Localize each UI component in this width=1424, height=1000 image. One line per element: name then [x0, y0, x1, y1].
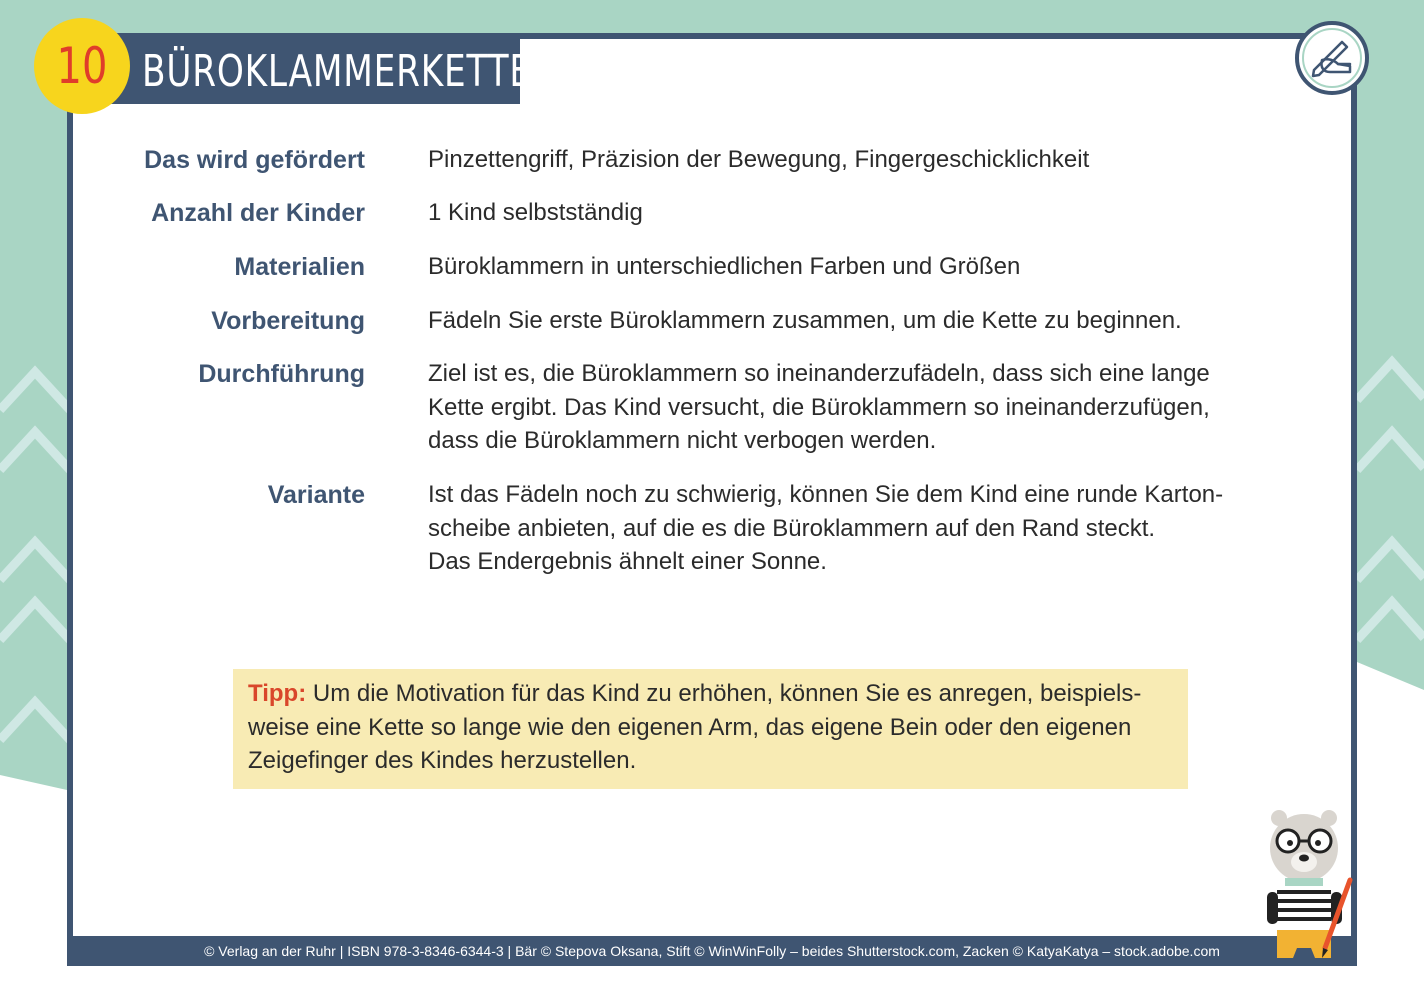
page-title: BÜROKLAMMERKETTE — [142, 46, 532, 97]
tip-label: Tipp: — [248, 680, 307, 707]
row-value: 1 Kind selbstständig — [428, 199, 643, 226]
pen-hand-icon — [1294, 20, 1370, 96]
bear-with-glasses-icon — [1255, 808, 1355, 968]
row-label: Das wird gefördert — [144, 146, 365, 174]
row-value: Büroklammern in unterschiedlichen Farben und Größen — [428, 253, 1021, 280]
row-label: Materialien — [234, 253, 365, 281]
tip-box — [233, 669, 1188, 789]
row-label: Vorbereitung — [211, 307, 365, 335]
row-value: Pinzettengriff, Präzision der Bewegung, Fingergeschicklichkeit — [428, 146, 1090, 173]
footer-credits: © Verlag an der Ruhr | ISBN 978-3-8346-6344-3 | Bär © Stepova Oksana, Stift © WinWinFolly – beides Shutterstock.com, Zacken © KatyaKatya – stock.adobe.com — [67, 936, 1357, 966]
row-value: Fädeln Sie erste Büroklammern zusammen, um die Kette zu beginnen. — [428, 307, 1182, 334]
card-number: 10 — [56, 37, 108, 95]
row-label: Durchführung — [198, 360, 365, 388]
row-label: Anzahl der Kinder — [151, 199, 365, 227]
tip-text: Um die Motivation für das Kind zu erhöhen, können Sie es anregen, beispiels- weise eine Kette so lange wie den eigenen Arm, das eigene Bein oder den eigenen Zeigefinger des Kindes herzustellen. — [248, 680, 1142, 774]
row-value: Ziel ist es, die Büroklammern so ineinanderzufädeln, dass sich eine lange Kette ergibt. Das Kind versucht, die Büroklammern so ineinanderzufügen, dass die Büroklammern nicht verbogen werden. — [428, 360, 1210, 454]
row-value: Ist das Fädeln noch zu schwierig, können Sie dem Kind eine runde Karton- scheibe anbieten, auf die es die Büroklammern auf den Rand steckt. Das Endergebnis ähnelt einer Sonne. — [428, 481, 1224, 575]
row-label: Variante — [267, 481, 365, 509]
